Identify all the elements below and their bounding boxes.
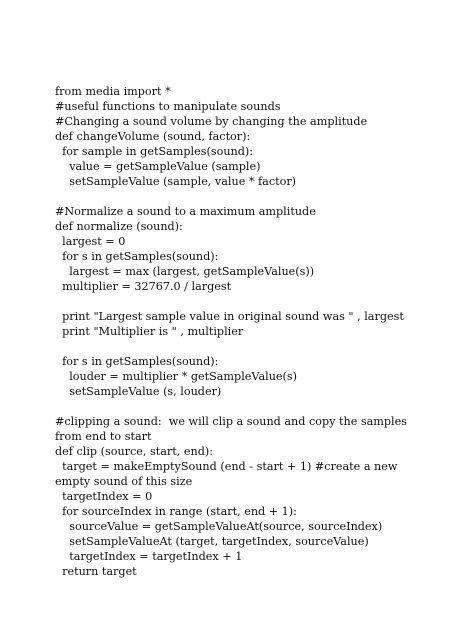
blank-line: [55, 339, 445, 354]
code-line-6: value = getSampleValue (sample): [55, 160, 261, 173]
code-line-26: target = makeEmptySound (end - start + 1) #create a new: [55, 460, 398, 473]
code-line-4: def changeVolume (sound, factor):: [55, 130, 251, 143]
blank-line: [55, 294, 445, 309]
code-line-5: for sample in getSamples(sound):: [55, 145, 254, 158]
code-line-1: from media import *: [55, 85, 171, 98]
code-line-20: louder = multiplier * getSampleValue(s): [55, 370, 297, 383]
code-line-31: setSampleValueAt (target, targetIndex, sourceValue): [55, 535, 369, 548]
code-line-2: #useful functions to manipulate sounds: [55, 100, 281, 113]
code-listing: [55, 84, 445, 579]
code-line-19: for s in getSamples(sound):: [55, 355, 219, 368]
code-line-21: setSampleValue (s, louder): [55, 385, 222, 398]
code-line-3: #Changing a sound volume by changing the amplitude: [55, 115, 368, 128]
code-line-17: print "Multiplier is " , multiplier: [55, 325, 244, 338]
code-line-13: largest = max (largest, getSampleValue(s)): [55, 265, 315, 278]
code-line-27: empty sound of this size: [55, 475, 193, 488]
code-line-11: largest = 0: [55, 235, 126, 248]
code-line-29: for sourceIndex in range (start, end + 1):: [55, 505, 297, 518]
code-line-14: multiplier = 32767.0 / largest: [55, 280, 232, 293]
code-line-16: print "Largest sample value in original sound was " , largest: [55, 310, 404, 323]
code-line-30: sourceValue = getSampleValueAt(source, sourceIndex): [55, 520, 383, 533]
blank-line: [55, 399, 445, 414]
code-line-9: #Normalize a sound to a maximum amplitude: [55, 205, 316, 218]
code-line-25: def clip (source, start, end):: [55, 445, 213, 458]
code-line-32: targetIndex = targetIndex + 1: [55, 550, 243, 563]
code-line-24: from end to start: [55, 430, 152, 443]
code-line-12: for s in getSamples(sound):: [55, 250, 219, 263]
code-line-10: def normalize (sound):: [55, 220, 183, 233]
blank-line: [55, 189, 445, 204]
code-line-33: return target: [55, 565, 137, 578]
code-line-7: setSampleValue (sample, value * factor): [55, 175, 297, 188]
code-line-28: targetIndex = 0: [55, 490, 153, 503]
code-line-23: #clipping a sound: we will clip a sound and copy the samples: [55, 415, 407, 428]
